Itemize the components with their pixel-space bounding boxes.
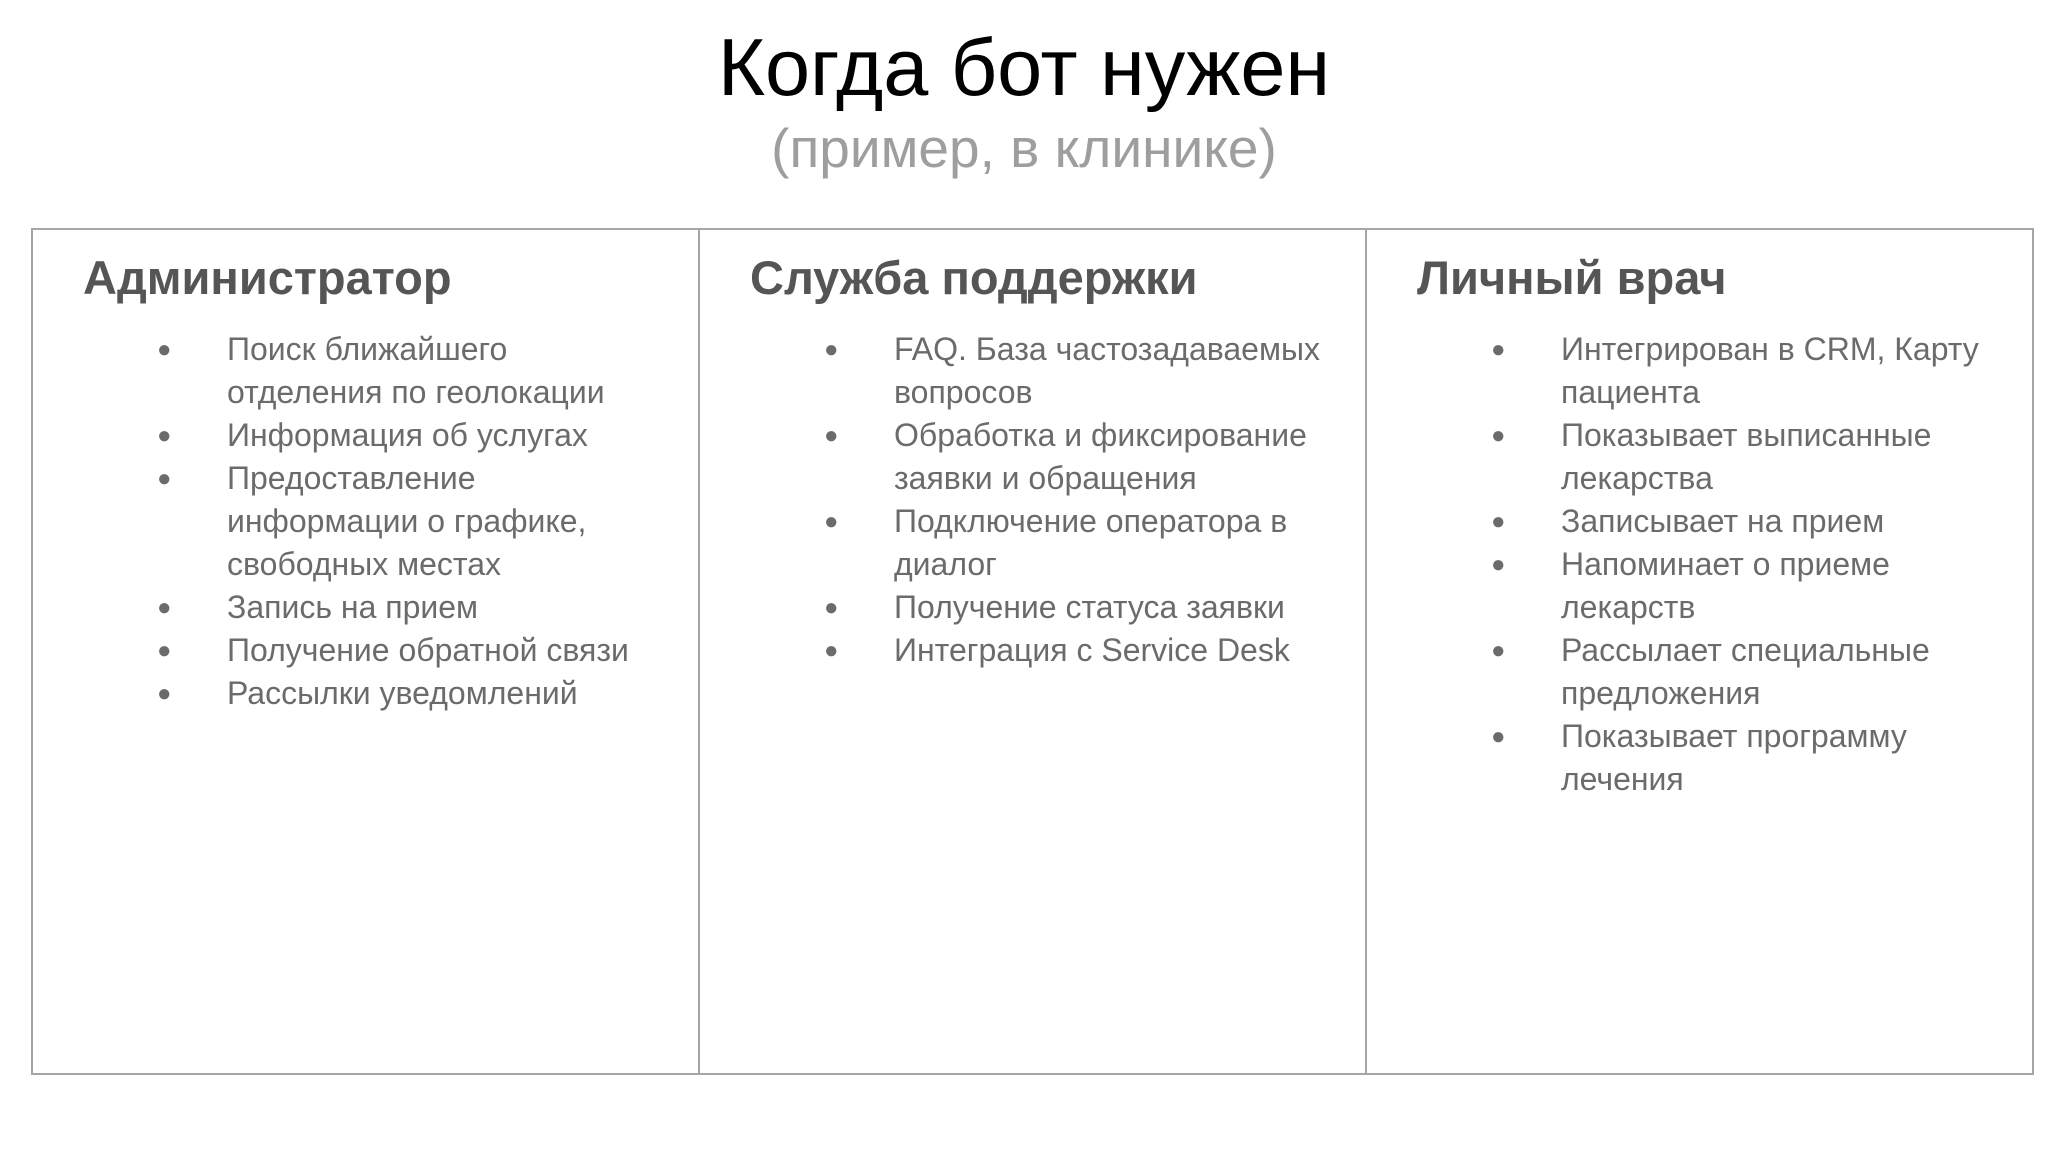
list-item: [1489, 715, 1992, 801]
list-item-text: Интегрирован в CRM, Карту пациента: [1561, 331, 1979, 410]
column-administrator: [33, 230, 698, 1073]
bullet-icon: ●: [1491, 551, 1506, 578]
column-heading: Служба поддержки: [750, 251, 1198, 304]
list-item-text: Показывает программу лечения: [1561, 718, 1907, 797]
list-item-text: Получение статуса заявки: [894, 589, 1285, 625]
list-item: [822, 414, 1325, 500]
list-item-text: Напоминает о приеме лекарств: [1561, 546, 1890, 625]
list-item: [1489, 414, 1992, 500]
bullet-icon: ●: [824, 336, 839, 363]
bullet-icon: ●: [824, 637, 839, 664]
list-item: [822, 629, 1325, 672]
bullet-icon: ●: [157, 637, 172, 664]
list-item: [1489, 629, 1992, 715]
list-item-text: Предоставление информации о графике, свободных местах: [227, 460, 587, 582]
list-item-text: FAQ. База частозадаваемых вопросов: [894, 331, 1320, 410]
list-item-text: Интеграция с Service Desk: [894, 632, 1290, 668]
list-item-text: Получение обратной связи: [227, 632, 629, 668]
bullet-icon: ●: [157, 680, 172, 707]
list-item-text: Запись на прием: [227, 589, 479, 625]
bullet-icon: ●: [157, 465, 172, 492]
list-item: [1489, 328, 1992, 414]
bullet-list: [1417, 328, 1992, 801]
bullet-icon: ●: [1491, 336, 1506, 363]
list-item: [155, 586, 658, 629]
list-item-text: Обработка и фиксирование заявки и обращения: [894, 417, 1307, 496]
list-item-text: Подключение оператора в диалог: [894, 503, 1288, 582]
bullet-icon: ●: [824, 508, 839, 535]
slide-title: Когда бот нужен: [717, 23, 1331, 113]
bullet-icon: ●: [824, 594, 839, 621]
bullet-icon: ●: [157, 422, 172, 449]
bullet-list: [83, 328, 658, 715]
column-heading: Администратор: [83, 251, 452, 304]
slide-subtitle: (пример, в клинике): [771, 117, 1277, 179]
list-item-text: Поиск ближайшего отделения по геолокации: [227, 331, 605, 410]
list-item: [155, 457, 658, 586]
bullet-icon: ●: [1491, 637, 1506, 664]
list-item: [155, 672, 658, 715]
list-item-text: Рассылки уведомлений: [227, 675, 578, 711]
bullet-icon: ●: [1491, 422, 1506, 449]
list-item: [822, 500, 1325, 586]
bullet-icon: ●: [157, 594, 172, 621]
column-personal-doctor: [1365, 230, 2032, 1073]
list-item-text: Показывает выписанные лекарства: [1561, 417, 1932, 496]
bullet-icon: ●: [824, 422, 839, 449]
list-item: [155, 328, 658, 414]
column-heading: Личный врач: [1417, 251, 1727, 304]
list-item-text: Рассылает специальные предложения: [1561, 632, 1930, 711]
list-item: [1489, 543, 1992, 629]
list-item-text: Записывает на прием: [1561, 503, 1885, 539]
bullet-list: [750, 328, 1325, 672]
comparison-table: [31, 228, 2034, 1075]
list-item: [155, 629, 658, 672]
list-item-text: Информация об услугах: [227, 417, 588, 453]
bullet-icon: ●: [157, 336, 172, 363]
column-support-service: [698, 230, 1365, 1073]
list-item: [822, 586, 1325, 629]
bullet-icon: ●: [1491, 508, 1506, 535]
list-item: [1489, 500, 1992, 543]
bullet-icon: ●: [1491, 723, 1506, 750]
list-item: [822, 328, 1325, 414]
list-item: [155, 414, 658, 457]
